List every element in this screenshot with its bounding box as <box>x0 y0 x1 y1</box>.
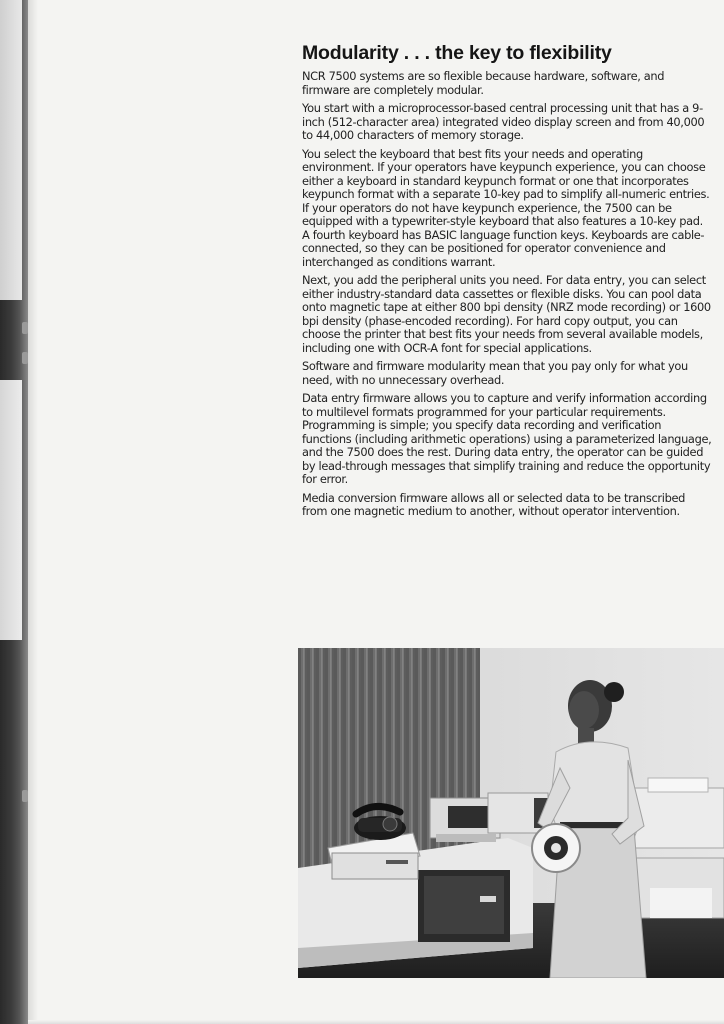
page-gutter-shadow <box>28 0 38 1024</box>
article-paragraph: Next, you add the peripheral units you need. For data entry, you can select either industry-standard data cassettes or flexible disks. You can pool data onto magnetic tape at either 800 bpi density (NRZ mode recording) or 1600 bpi density (phase-encoded recording). For hard copy output, you can choose the printer that best fits your needs from several available models, including one with OCR-A font for special applications. <box>302 273 711 355</box>
product-photo <box>298 648 724 978</box>
article-paragraph: NCR 7500 systems are so flexible because hardware, software, and firmware are completely modular. <box>302 69 665 97</box>
article-paragraph: Media conversion firmware allows all or selected data to be transcribed from one magnetic medium to another, without operator intervention. <box>302 490 685 518</box>
article-paragraph: Software and firmware modularity mean that you pay only for what you need, with no unnecessary overhead. <box>302 359 688 387</box>
article-paragraph: You start with a microprocessor-based central processing unit that has a 9-inch (512-character area) integrated video display screen and from 40,000 to 44,000 characters of memory storage. <box>302 101 705 142</box>
tape-reel-icon <box>532 824 580 872</box>
article-title: Modularity . . . the key to flexibility <box>302 42 612 64</box>
article-paragraph: Data entry firmware allows you to capture and verify information according to multilevel formats programmed for your particular requirements. Programming is simple; you specify data recording and verification functions (including arithmetic operations) using a parameterized language, and the 7500 does the rest. During data entry, the operator can be guided by lead-through messages that simplify training and reduce the opportunity for error. <box>302 391 712 486</box>
binding-strip <box>0 0 28 1024</box>
binding-highlight <box>0 0 22 300</box>
photo-illustration <box>298 648 724 978</box>
article-column <box>302 40 712 524</box>
page-bottom-edge <box>28 1020 724 1024</box>
binding-highlight-lower <box>0 380 22 640</box>
terminal-desk <box>298 833 533 968</box>
article-paragraph: You select the keyboard that best fits your needs and operating environment. If your operators have keypunch experience, you can choose either a keyboard in standard keypunch format or one that incorporates keypunch format with a separate 10-key pad to simplify all-numeric entries. If your operators do not have keypunch experience, the 7500 can be equipped with a typewriter-style keyboard that also features a 10-key pad. A fourth keyboard has BASIC language function keys. Keyboards are cable-connected, so they can be positioned for operator convenience and interchanged as conditions warrant. <box>302 146 710 269</box>
